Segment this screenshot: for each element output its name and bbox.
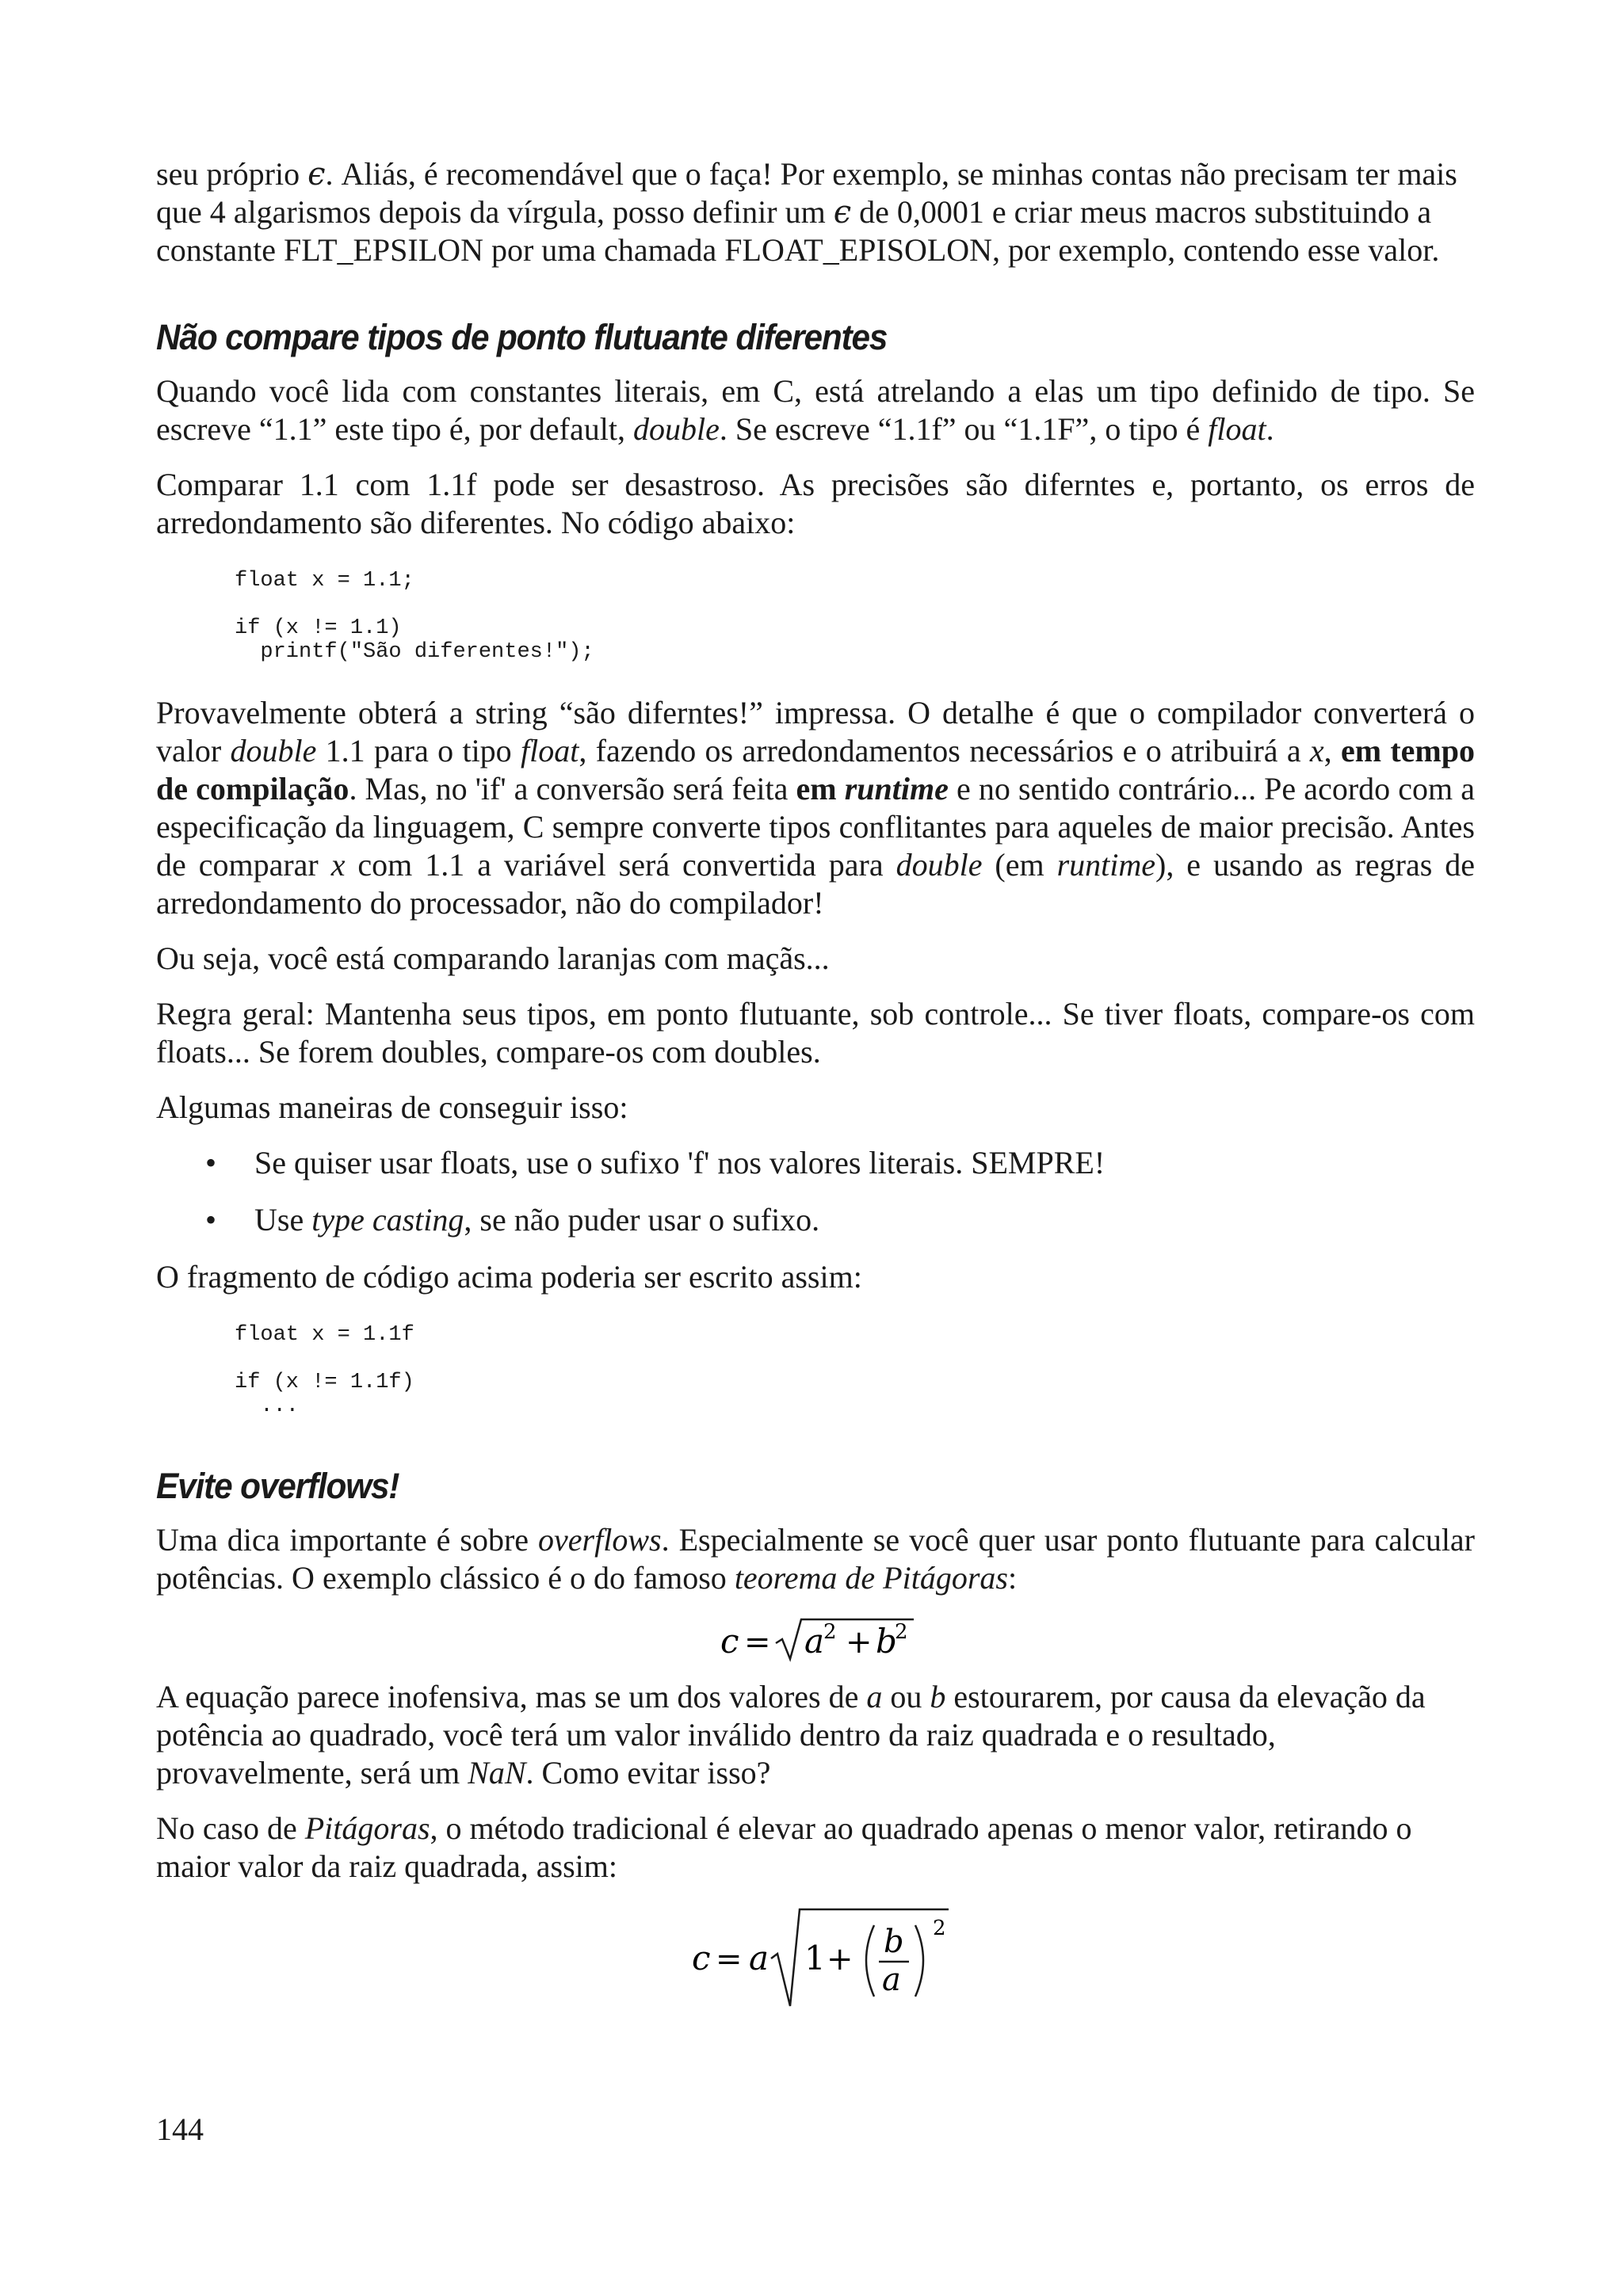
eq2-right-paren (915, 1925, 923, 1997)
paragraph-ways: Algumas maneiras de conseguir isso: (156, 1089, 628, 1125)
eq1-a: a (804, 1622, 825, 1661)
code-block-1: float x = 1.1; if (x != 1.1) printf("São diferentes!"); (235, 569, 594, 664)
eq1-b-exp: 2 (895, 1620, 908, 1644)
eq2-exp: 2 (933, 1917, 946, 1940)
paragraph-compare-precision: Comparar 1.1 com 1.1f pode ser desastroso. As precisões são diferntes e, portanto, os erros de arredondamento são diferentes. No código abaixo: (156, 467, 1475, 540)
paragraph-pitagoras-method: No caso de Pitágoras, o método tradicional é elevar ao quadrado apenas o menor valor, retirando o maior valor da raiz quadrada, assim: (156, 1810, 1412, 1884)
equation-pythagoras-graphic (156, 1615, 1475, 1664)
paragraph-overflows-tip: Uma dica importante é sobre overflows. Especialmente se você quer usar ponto flutuante para calcular potências. O exemplo clássico é o do famoso teorema de Pitágoras: (156, 1522, 1476, 1596)
eq1-a-exp: 2 (823, 1620, 837, 1644)
eq1-lhs: c (720, 1622, 739, 1661)
paragraph-harmless-equation: A equação parece inofensiva, mas se um dos valores de a ou b estourarem, por causa da elevação da potência ao quadrado, você terá um valor inválido dentro da raiz quadrada e o resultado, provavelmente, será um NaN. Como evitar isso? (156, 1679, 1426, 1791)
eq2-lhs: c (692, 1939, 711, 1978)
eq2-left-paren (866, 1925, 874, 1997)
paragraph-epsilon: seu próprio ϵ. Aliás, é recomendável que o faça! Por exemplo, se minhas contas não precisam ter mais que 4 algarismos depois da vírgula, posso definir um ϵ de 0,0001 e criar meus macros substituindo a constante FLT_EPSILON por uma chamada FLOAT_EPISOLON, por exemplo, contendo esse valor. (156, 156, 1457, 268)
eq2-plus: + (827, 1941, 854, 1978)
eq2-denominator: a (882, 1962, 901, 1998)
list-item: • Use type casting, se não puder usar o sufixo. (205, 1202, 820, 1238)
section-heading-overflows: Evite overflows! (156, 1466, 399, 1506)
eq2-a: a (749, 1939, 769, 1978)
paragraph-general-rule: Regra geral: Mantenha seus tipos, em ponto flutuante, sob controle... Se tiver floats, compare-os com floats... Se forem doubles, compare-os com doubles. (156, 996, 1475, 1070)
eq1-b: b (876, 1622, 897, 1661)
equation-pythagoras-safe (156, 1903, 1475, 2014)
page-number: 144 (156, 2111, 204, 2147)
paragraph-oranges: Ou seja, você está comparando laranjas com maçãs... (156, 940, 830, 976)
section-heading-compare-types: Não compare tipos de ponto flutuante diferentes (156, 317, 888, 357)
eq2-one: 1 (804, 1939, 826, 1978)
equation-pythagoras-safe-graphic (156, 1903, 1475, 2014)
eq1-equals: = (744, 1624, 771, 1661)
paragraph-conversion: Provavelmente obterá a string “são diferntes!” impressa. O detalhe é que o compilador converterá o valor double 1.1 para o tipo float, fazendo os arredondamentos necessários e o atribuirá a x, em tempo de compilação. Mas, no 'if' a conversão será feita em runtime e no sentido contrário... Pe acordo com a especificação da linguagem, C sempre converte tipos conflitantes para aqueles de maior precisão. Antes de comparar x com 1.1 a variável será convertida para double (em runtime), e usando as regras de arredondamento do processador, não do compilador! (156, 695, 1476, 921)
eq2-sqrt-sign (771, 1909, 949, 2006)
list-item: • Se quiser usar floats, use o sufixo 'f' nos valores literais. SEMPRE! (205, 1145, 1106, 1180)
eq2-numerator: b (884, 1924, 904, 1960)
bullet-icon: • (205, 1202, 217, 1238)
eq1-plus: + (846, 1624, 873, 1661)
paragraph-fragment: O fragmento de código acima poderia ser escrito assim: (156, 1259, 862, 1295)
epsilon-symbol: ϵ (307, 156, 326, 193)
bullet-list (156, 1144, 1475, 1239)
code-block-2: float x = 1.1f if (x != 1.1f) ... (235, 1323, 414, 1418)
epsilon-symbol: ϵ (833, 194, 852, 231)
eq2-equals: = (716, 1941, 743, 1978)
paragraph-literal-constants: Quando você lida com constantes literais, em C, está atrelando a elas um tipo definido de tipo. Se escreve “1.1” este tipo é, por default, double. Se escreve “1.1f” ou “1.1F”, o tipo é float. (156, 373, 1475, 447)
page-content (156, 155, 1475, 2014)
bullet-icon: • (205, 1145, 217, 1180)
equation-pythagoras (156, 1615, 1475, 1664)
